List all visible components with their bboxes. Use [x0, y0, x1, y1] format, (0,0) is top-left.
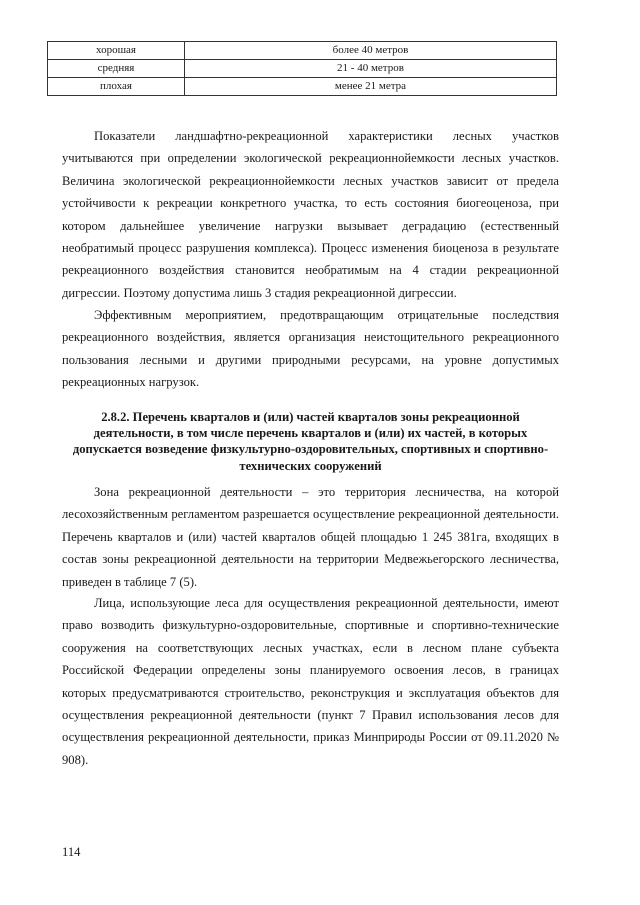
table-cell-distance: 21 - 40 метров [185, 60, 557, 78]
paragraph-construction-rights: Лица, использующие леса для осуществления рекреационной деятельности, имеют право возводить физкультурно-оздоровительные, спортивные и спортивно-технические сооружения на соответствующих лесных участках, если в лесном плане субъекта Российской Федерации определены зоны планируемого освоения лесов, в границах которых предусматриваются строительство, реконструкция и эксплуатация объектов для осуществления рекреационной деятельности (пункт 7 Правил использования лесов для осуществления рекреационной деятельности, приказ Минприроды России от 09.11.2020 № 908). [62, 596, 559, 767]
paragraph-effective-measure: Эффективным мероприятием, предотвращающим отрицательные последствия рекреационного воздействия, является организация неистощительного рекреационного пользования лесными и другими природными ресурсами, на уровне допустимых рекреационных нагрузок. [62, 308, 559, 390]
table-cell-quality: хорошая [48, 42, 185, 60]
table-row [48, 42, 557, 60]
table-cell-distance: более 40 метров [185, 42, 557, 60]
visibility-table [47, 41, 557, 96]
table-cell-distance: менее 21 метра [185, 78, 557, 96]
table-row [48, 78, 557, 96]
paragraph-recreation-zone: Зона рекреационной деятельности – это территория лесничества, на которой лесохозяйственным регламентом разрешается осуществление рекреационной деятельности. Перечень кварталов и (или) частей кварталов общей площадью 1 245 381га, входящих в состав зоны рекреационной деятельности на территории Медвежьегорского лесничества, приведен в таблице 7 (5). [62, 485, 559, 589]
table-cell-quality: плохая [48, 78, 185, 96]
page-number: 114 [62, 845, 81, 859]
paragraph-recreation-capacity: Показатели ландшафтно-рекреационной характеристики лесных участков учитываются при определении экологической рекреационнойемкости лесных участков. Величина экологической рекреационнойемкости лесных участков зависит от предела устойчивости к рекреации конкретного участка, то есть состояния биогеоценоза, при котором дальнейшее увеличение нагрузки вызывает деградацию (естественный необратимый процесс разрушения комплекса). Процесс изменения биоценоза в результате рекреационного воздействия становится необратимым на 4 стадии рекреационной дигрессии. Поэтому допустима лишь 3 стадия рекреационной дигрессии. [62, 129, 559, 300]
table-cell-quality: средняя [48, 60, 185, 78]
section-heading: 2.8.2. Перечень кварталов и (или) частей кварталов зоны рекреационной деятельности, в том числе перечень кварталов и (или) их частей, в которых допускается возведение физкультурно-оздоровительных, спортивных и спортивно-технических сооружений [72, 410, 549, 473]
table-row [48, 60, 557, 78]
